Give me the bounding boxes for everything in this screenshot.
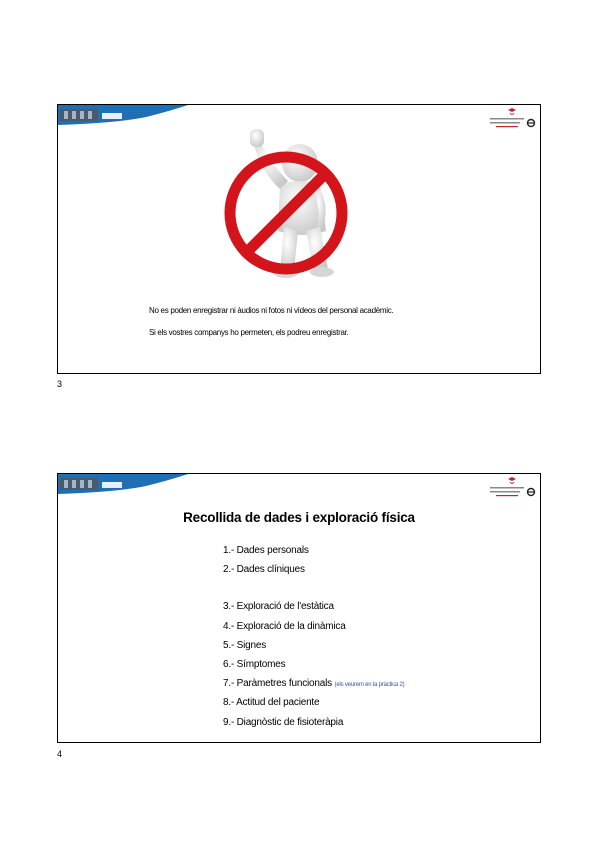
slide-3 bbox=[57, 104, 541, 374]
slide-4 bbox=[57, 473, 541, 743]
list-item: 4.- Exploració de la dinàmica bbox=[223, 620, 346, 632]
list-item: 2.- Dades clíniques bbox=[223, 564, 305, 576]
slide-title: Recollida de dades i exploració física bbox=[183, 510, 415, 525]
university-logo bbox=[488, 476, 536, 502]
list-item: 8.- Actitud del paciente bbox=[223, 697, 320, 709]
page-number: 3 bbox=[57, 379, 63, 389]
university-logo bbox=[488, 107, 536, 133]
page-number: 4 bbox=[57, 749, 63, 759]
list-item: 1.- Dades personals bbox=[223, 545, 309, 556]
header-banner bbox=[58, 105, 188, 125]
list-item: 9.- Diagnòstic de fisioteràpia bbox=[223, 716, 344, 728]
notice-line: Si els vostres companys ho permeten, els podreu enregistrar. bbox=[149, 328, 349, 337]
notice-line: No es poden enregistrar ni àudios ni fotos ni vídeos del personal acadèmic. bbox=[149, 306, 394, 315]
no-recording-icon bbox=[222, 123, 358, 283]
item-list bbox=[223, 541, 404, 732]
list-item: 3.- Exploració de l'estàtica bbox=[223, 601, 334, 613]
item-note: (els veurem en la pràctica 2) bbox=[334, 682, 405, 689]
list-item: 6.- Símptomes bbox=[223, 658, 286, 670]
header-banner bbox=[58, 474, 188, 494]
list-item: 5.- Signes bbox=[223, 639, 267, 651]
list-spacer bbox=[223, 579, 404, 597]
list-item: 7.- Paràmetres funcionals (els veurem en la pràctica 2) bbox=[223, 678, 405, 690]
